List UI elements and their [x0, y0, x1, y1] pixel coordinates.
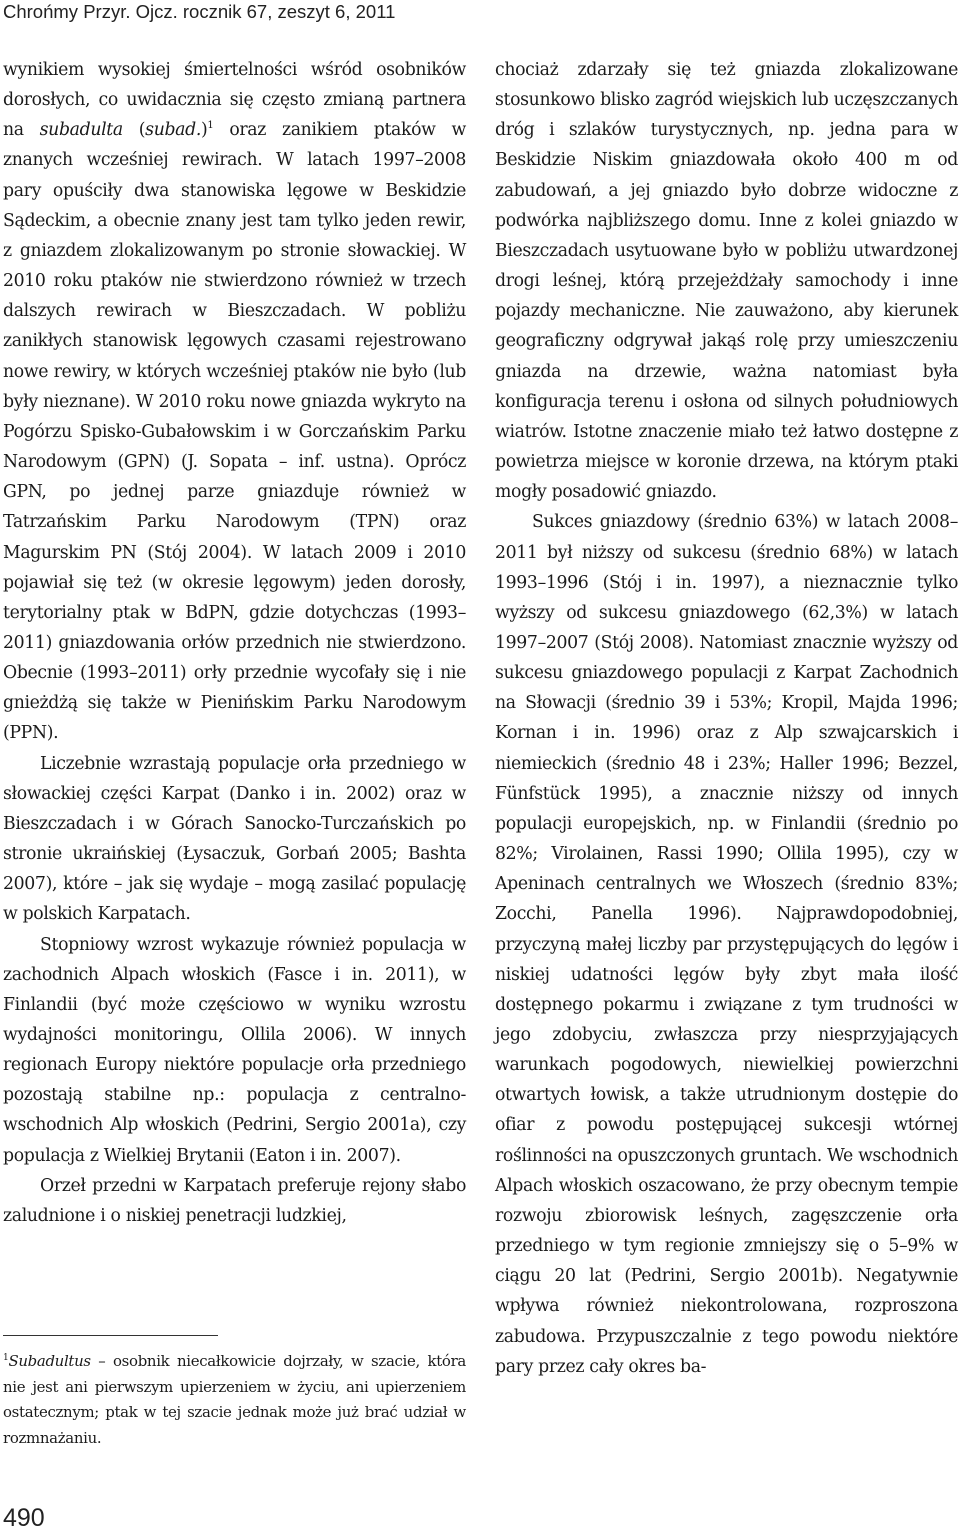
left-p1-subadulta: subadulta	[39, 120, 123, 141]
left-paragraph-1	[3, 55, 466, 749]
right-paragraph-1: chociaż zdarzały się też gniazda zlokalizowane stosunkowo blisko zagród wiejskich lub uczęszczanych dróg i szlaków turystycznych, np. jedna para w Beskidzie Niskim gniazdowała około 400 m od zabudowań, a jej gniazdo było dobrze widoczne z podwórka najbliższego domu. Inne z kolei gniazdo w Bieszczadach usytuowane było w pobliżu utwardzonej drogi leśnej, którą przejeżdżały samochody i inne pojazdy mechaniczne. Nie zauważono, aby kierunek geograficzny odgrywał jakąś rolę przy umieszczeniu gniazda na drzewie, ważna natomiast była konfiguracja terenu i osłona od silnych południowych wiatrów. Istotne znaczenie miało też łatwo dostępne z powietrza miejsce w koronie drzewa, na którym ptaki mogły posadowić gniazdo.	[495, 60, 958, 503]
left-p1-subad: subad.	[145, 120, 201, 141]
left-p1-text-a: wynikiem wysokiej śmiertelności wśród osobników dorosłych, co uwidacznia się często zmianą partnera na	[3, 60, 466, 141]
footnote	[3, 1349, 466, 1451]
footnote-ref[interactable]: 1	[207, 120, 214, 132]
right-paragraph-2: Sukces gniazdowy (średnio 63%) w latach 2008–2011 był niższy od sukcesu (średnio 68%) w latach 1993–1996 (Stój i in. 1997), a nieznacznie tylko wyższy od sukcesu gniazdowego (62,3%) w latach 1997–2007 (Stój 2008). Natomiast znacznie wyższy od sukcesu gniazdowego populacji z Karpat Zachodnich na Słowacji (średnio 39 i 53%; Kropil, Majda 1996; Kornan i in. 1996) oraz z Alp szwajcarskich i niemieckich (średnio 48 i 23%; Haller 1996; Bezzel, Fünfstück 1995), a znacznie niższy od innych populacji europejskich, np. w Finlandii (średnio po 82%; Virolainen, Rassi 1990; Ollila 1995), czy w Apeninach centralnych we Włoszech (średnio 83%; Zocchi, Panella 1996). Najprawdopodobniej, przyczyną małej liczby par przystępujących do lęgów i niskiej udatności lęgów były zbyt mała ilość dostępnego pokarmu i związane z tym trudności w jego zdobyciu, zwłaszcza przy niesprzyjających warunkach pogodowych, niewielkiej powierzchni otwartych łowisk, a także utrudnionym dostępie do ofiar z powodu postępującej sukcesji wtórnej roślinności na opuszczonych gruntach. We wschodnich Alpach włoskich oszacowano, że przy obecnym tempie rozwoju zbiorowisk leśnych, zagęszczenie orła przedniego w tym regionie zmniejszy się o 5–9% w ciągu 20 lat (Pedrini, Sergio 2001b). Negatywnie wpływa również niekontrolowana, rozproszona zabudowa. Przypuszczalnie z tego powodu niektóre pary przez cały okres ba-	[495, 512, 958, 1377]
left-paragraph-3: Stopniowy wzrost wykazuje również populacja w zachodnich Alpach włoskich (Fasce i in. 2011), w Finlandii (być może częściowo w wyniku wzrostu wydajności monitoringu, Ollila 2006). W innych regionach Europy niektóre populacje orła przedniego pozostają stabilne np.: populacja z centralno-wschodnich Alp włoskich (Pedrini, Sergio 2001a), czy populacja z Wielkiej Brytanii (Eaton i in. 2007).	[3, 934, 466, 1166]
left-paragraph-4: Orzeł przedni w Karpatach preferuje rejony słabo zaludnione i o niskiej penetracji ludzkiej,	[3, 1175, 466, 1226]
footnote-number: 1	[3, 1353, 9, 1363]
left-column	[3, 55, 466, 1231]
footnote-rule	[3, 1335, 218, 1336]
footnote-term: Subadultus	[8, 1352, 91, 1370]
left-p1-text-c: )	[201, 120, 208, 141]
left-p1-text-d: oraz zanikiem ptaków w znanych wcześniej rewirach. W latach 1997–2008 pary opuściły dwa stanowiska lęgowe w Beskidzie Sądeckim, a obecnie znany jest tam tylko jeden rewir, z gniazdem zlokalizowanym po stronie słowackiej. W 2010 roku ptaków nie stwierdzono również w trzech dalszych rewirach w Bieszczadach. W pobliżu zanikłych stanowisk lęgowych czasami rejestrowano nowe rewiry, w których wcześniej ptaków nie było (lub były nieznane). W 2010 roku nowe gniazda wykryto na Pogórzu Spisko-Gubałowskim i w Gorczańskim Parku Narodowym (GPN) (J. Sopata – inf. ustna). Oprócz GPN, po jednej parze gniazduje również w Tatrzańskim Parku Narodowym (TPN) oraz Magurskim PN (Stój 2004). W latach 2009 i 2010 pojawiał się też (w okresie lęgowym) jeden dorosły, terytorialny ptak w BdPN, gdzie dotychczas (1993–2011) gniazdowania orłów przednich nie stwierdzono. Obecnie (1993–2011) orły przednie wycofały się i nie gnieżdżą się także w Pienińskim Parku Narodowym (PPN).	[3, 120, 466, 744]
footnote-text: – osobnik niecałkowicie dojrzały, w szacie, która nie jest ani pierwszym upierzeniem w życiu, ani upierzeniem ostatecznym; ptak w tej szacie jednak może już brać udział w rozmnażaniu.	[3, 1352, 466, 1447]
left-p1-text-b: (	[122, 120, 146, 141]
page-number: 490	[3, 1504, 45, 1532]
left-paragraph-2: Liczebnie wzrastają populacje orła przedniego w słowackiej części Karpat (Danko i in. 2002) oraz w Bieszczadach i w Górach Sanocko-Turczańskich po stronie ukraińskiej (Łysaczuk, Gorbań 2005; Bashta 2007), które – jak się wydaje – mogą zasilać populację w polskich Karpatach.	[3, 753, 466, 925]
right-column	[495, 55, 958, 1382]
running-head: Chrońmy Przyr. Ojcz. rocznik 67, zeszyt 6, 2011	[3, 1, 396, 22]
